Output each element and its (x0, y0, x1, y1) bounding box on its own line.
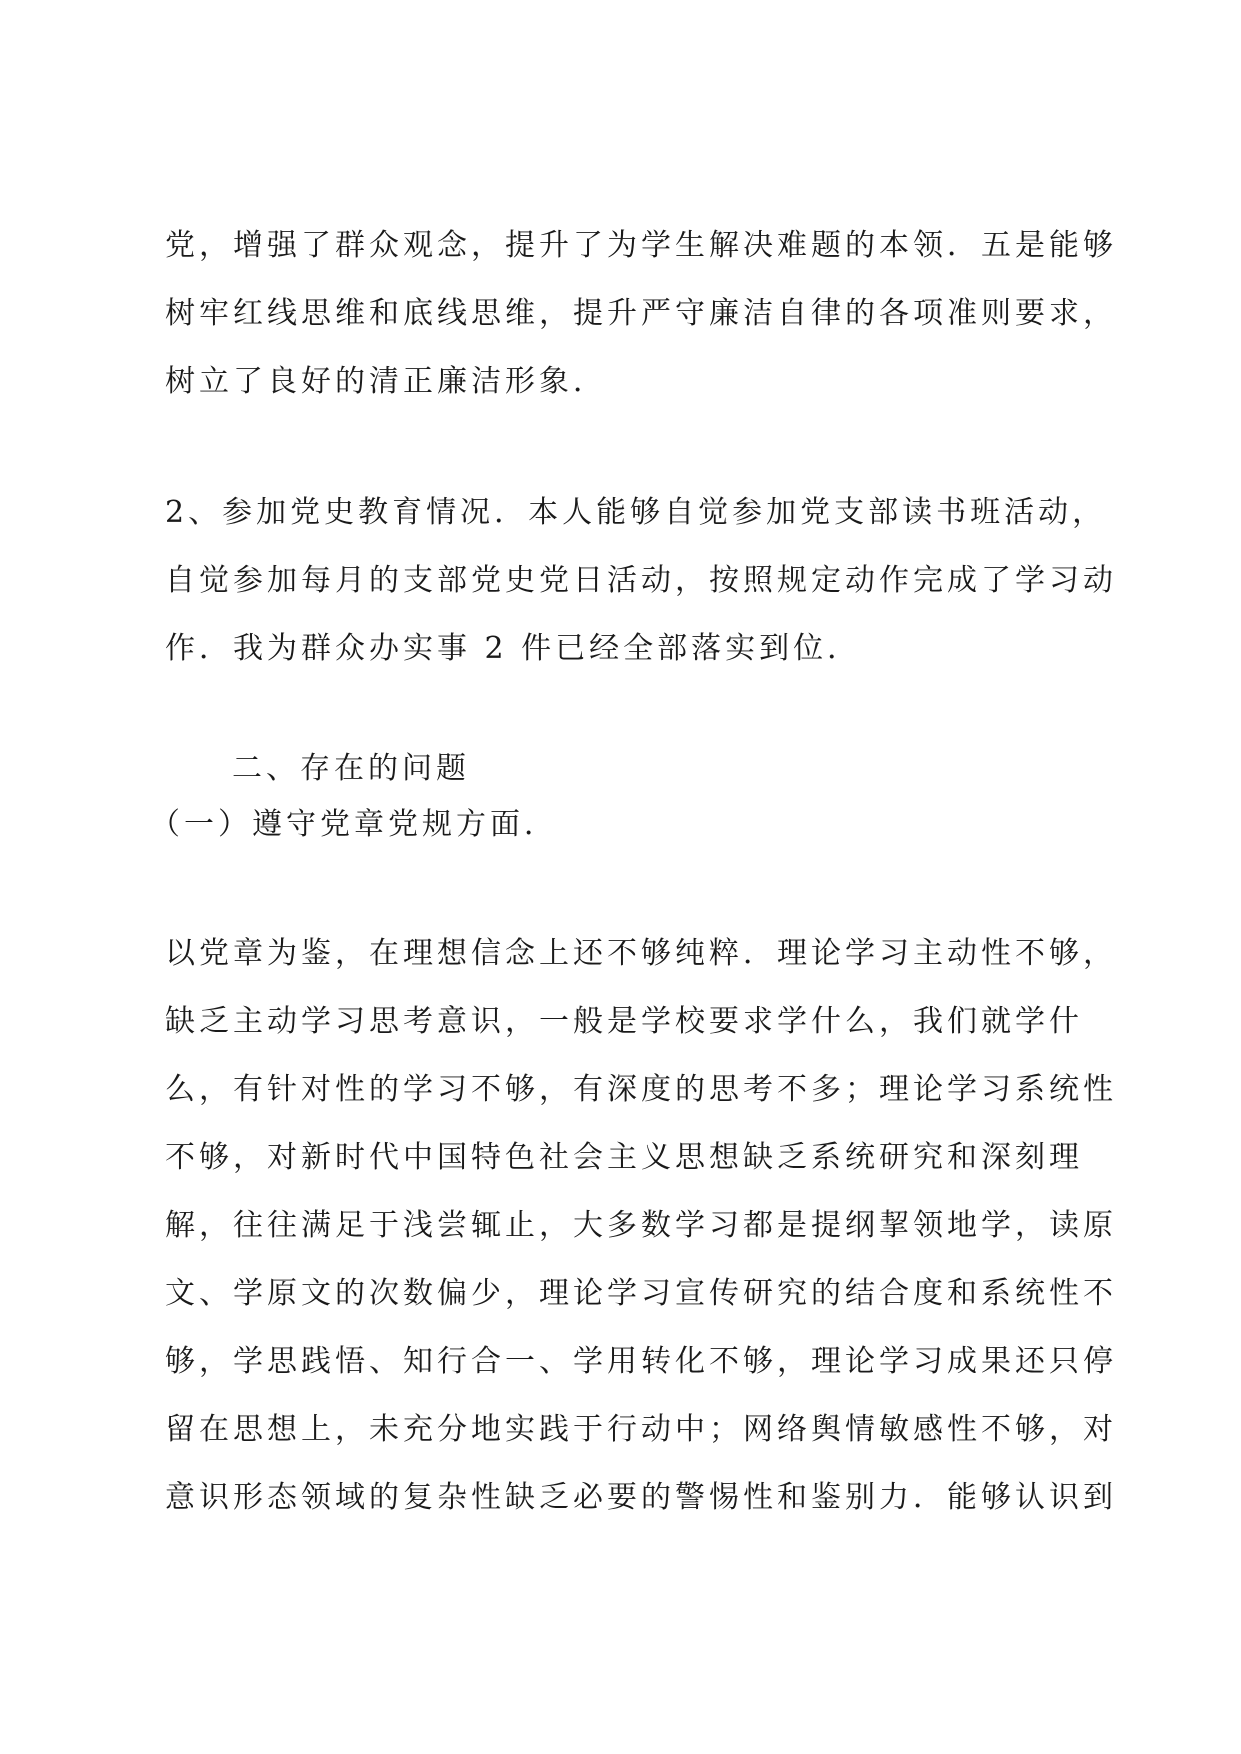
paragraph-line: 么，有针对性的学习不够，有深度的思考不多；理论学习系统性 (165, 1072, 1117, 1107)
paragraph-line: 缺乏主动学习思考意识，一般是学校要求学什么，我们就学什 (165, 1004, 1083, 1039)
paragraph-line: 党，增强了群众观念，提升了为学生解决难题的本领．五是能够 (165, 228, 1117, 263)
section-heading: 二、存在的问题 (232, 751, 470, 786)
paragraph-line: 留在思想上，未充分地实践于行动中；网络舆情敏感性不够，对 (165, 1412, 1117, 1447)
paragraph-line: 以党章为鉴，在理想信念上还不够纯粹．理论学习主动性不够， (165, 936, 1117, 971)
paragraph-line: 2、参加党史教育情况．本人能够自觉参加党支部读书班活动， (165, 495, 1107, 530)
paragraph-line: 作．我为群众办实事 2 件已经全部落实到位． (165, 631, 862, 666)
paragraph-line: 树立了良好的清正廉洁形象． (165, 364, 607, 399)
paragraph-line: 解，往往满足于浅尝辄止，大多数学习都是提纲挈领地学，读原 (165, 1208, 1117, 1243)
paragraph-line: 文、学原文的次数偏少，理论学习宣传研究的结合度和系统性不 (165, 1276, 1117, 1311)
paragraph-line: 自觉参加每月的支部党史党日活动，按照规定动作完成了学习动 (165, 563, 1117, 598)
subsection-heading: （一）遵守党章党规方面． (150, 807, 558, 842)
paragraph-line: 够，学思践悟、知行合一、学用转化不够，理论学习成果还只停 (165, 1344, 1117, 1379)
paragraph-line: 意识形态领域的复杂性缺乏必要的警惕性和鉴别力．能够认识到 (165, 1480, 1117, 1515)
paragraph-line: 不够，对新时代中国特色社会主义思想缺乏系统研究和深刻理 (165, 1140, 1083, 1175)
paragraph-line: 树牢红线思维和底线思维，提升严守廉洁自律的各项准则要求， (165, 296, 1117, 331)
